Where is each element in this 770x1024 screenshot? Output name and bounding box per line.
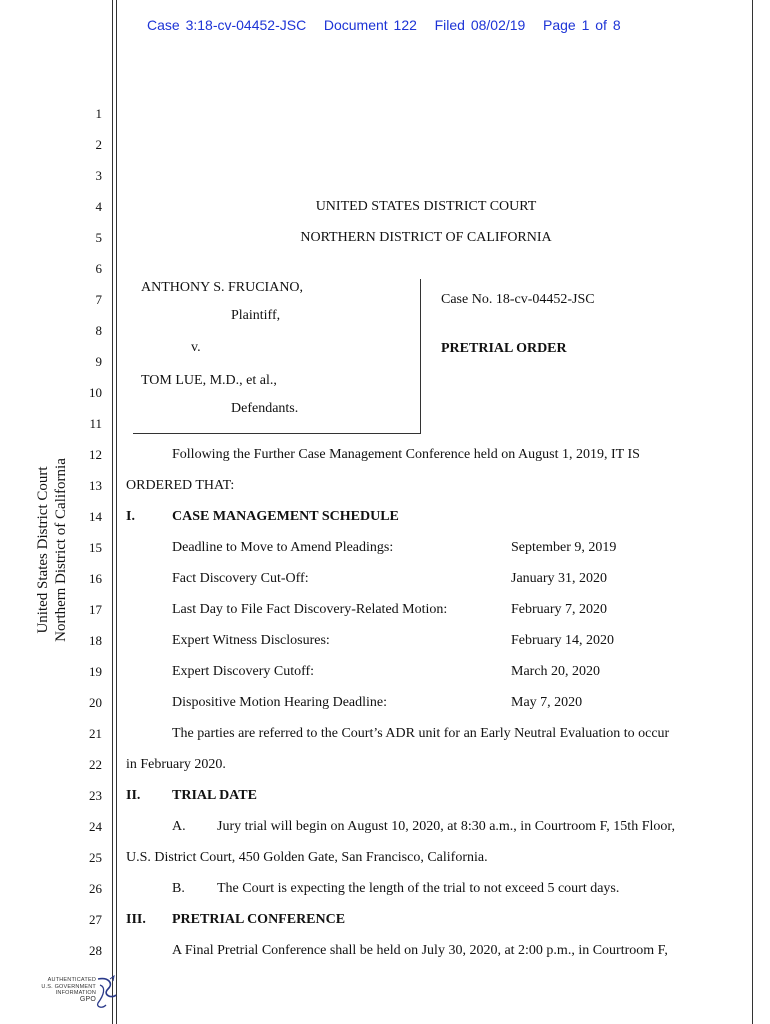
schedule-date: May 7, 2020 xyxy=(511,695,583,710)
intro-line-1: Following the Further Case Management Conference held on August 1, 2019, IT IS xyxy=(172,447,640,462)
line-number: 3 xyxy=(95,168,102,183)
adr-line-1: The parties are referred to the Court’s ADR unit for an Early Neutral Evaluation to occur xyxy=(172,726,670,741)
section-1-numeral: I. xyxy=(126,509,135,524)
court-side-label xyxy=(34,458,70,642)
line-number: 19 xyxy=(89,664,102,679)
caption-divider xyxy=(420,279,421,434)
gpo-seal-text xyxy=(41,977,96,1003)
line-number: 23 xyxy=(89,788,102,803)
section-3-title: PRETRIAL CONFERENCE xyxy=(172,912,346,927)
left-margin-rule-inner xyxy=(116,0,117,1024)
schedule-date: September 9, 2019 xyxy=(511,540,617,555)
line-number: 25 xyxy=(89,850,102,865)
section-2b-label: B. xyxy=(172,881,185,896)
line-number: 16 xyxy=(89,571,102,586)
header-case-number: Case 3:18-cv-04452-JSC xyxy=(147,17,307,33)
side-label-court: United States District Court xyxy=(35,466,51,634)
line-number: 10 xyxy=(89,385,102,400)
line-number: 26 xyxy=(89,881,102,896)
gpo-text-line: AUTHENTICATED xyxy=(47,977,96,983)
court-name: UNITED STATES DISTRICT COURT xyxy=(315,199,537,214)
defendant-role: Defendants. xyxy=(231,401,299,416)
gpo-authentication-seal xyxy=(40,975,120,1011)
header-filed-date: Filed 08/02/19 xyxy=(434,17,526,33)
schedule-date: February 7, 2020 xyxy=(511,602,608,617)
case-number: Case No. 18-cv-04452-JSC xyxy=(441,292,595,307)
line-number: 9 xyxy=(95,354,102,369)
line-number: 20 xyxy=(89,695,102,710)
line-number: 6 xyxy=(95,261,102,276)
section-2-numeral: II. xyxy=(126,788,141,803)
line-number: 22 xyxy=(89,757,102,772)
intro-line-2: ORDERED THAT: xyxy=(126,478,235,493)
section-2a-line-2: U.S. District Court, 450 Golden Gate, San Francisco, California. xyxy=(126,850,488,865)
caption-bottom-rule xyxy=(133,433,421,434)
line-number: 11 xyxy=(89,416,102,431)
gpo-text-line: INFORMATION xyxy=(55,990,96,996)
court-district: NORTHERN DISTRICT OF CALIFORNIA xyxy=(300,230,552,245)
line-number: 24 xyxy=(89,819,102,834)
line-number: 4 xyxy=(95,199,102,214)
gpo-text-line: U.S. GOVERNMENT xyxy=(41,983,96,990)
header-document-number: Document 122 xyxy=(323,17,417,33)
line-number: 12 xyxy=(89,447,102,462)
gpo-text-line: GPO xyxy=(79,995,96,1003)
line-number: 1 xyxy=(95,106,102,121)
section-2b-line-1: The Court is expecting the length of the trial to not exceed 5 court days. xyxy=(217,881,620,896)
schedule-event: Expert Discovery Cutoff: xyxy=(172,664,315,679)
schedule-event: Fact Discovery Cut-Off: xyxy=(172,571,309,586)
gpo-eagle-icon xyxy=(94,975,120,1011)
line-number: 15 xyxy=(89,540,102,555)
schedule-date: January 31, 2020 xyxy=(511,571,608,586)
section-1-title: CASE MANAGEMENT SCHEDULE xyxy=(172,509,399,524)
schedule-event: Expert Witness Disclosures: xyxy=(172,633,330,648)
schedule-date: March 20, 2020 xyxy=(511,664,601,679)
versus: v. xyxy=(191,340,201,355)
section-2-title: TRIAL DATE xyxy=(172,788,257,803)
line-number: 2 xyxy=(95,137,102,152)
schedule-event: Last Day to File Fact Discovery-Related Motion: xyxy=(172,602,448,617)
line-number: 8 xyxy=(95,323,102,338)
right-margin-rule xyxy=(752,0,753,1024)
section-3-numeral: III. xyxy=(126,912,146,927)
plaintiff-role: Plaintiff, xyxy=(231,308,281,323)
schedule-date: February 14, 2020 xyxy=(511,633,615,648)
defendant-name: TOM LUE, M.D., et al., xyxy=(141,373,277,388)
plaintiff-name: ANTHONY S. FRUCIANO, xyxy=(141,280,304,295)
line-number: 5 xyxy=(95,230,102,245)
schedule-event: Dispositive Motion Hearing Deadline: xyxy=(172,695,388,710)
side-label-district: Northern District of California xyxy=(53,458,69,642)
header-page-count: Page 1 of 8 xyxy=(543,17,621,33)
line-number: 13 xyxy=(89,478,102,493)
document-header xyxy=(147,17,621,33)
line-number: 7 xyxy=(95,292,102,307)
adr-line-2: in February 2020. xyxy=(126,757,226,772)
section-3-line-1: A Final Pretrial Conference shall be held on July 30, 2020, at 2:00 p.m., in Courtroom F, xyxy=(172,943,668,958)
order-title: PRETRIAL ORDER xyxy=(441,341,567,356)
line-number: 14 xyxy=(89,509,102,524)
section-2a-label: A. xyxy=(172,819,186,834)
left-margin-rule xyxy=(112,0,113,1024)
line-number: 28 xyxy=(89,943,102,958)
line-number: 17 xyxy=(89,602,102,617)
line-number: 27 xyxy=(89,912,102,927)
line-number: 21 xyxy=(89,726,102,741)
section-2a-line-1: Jury trial will begin on August 10, 2020, at 8:30 a.m., in Courtroom F, 15th Floor, xyxy=(217,819,675,834)
schedule-event: Deadline to Move to Amend Pleadings: xyxy=(172,540,394,555)
line-number: 18 xyxy=(89,633,102,648)
